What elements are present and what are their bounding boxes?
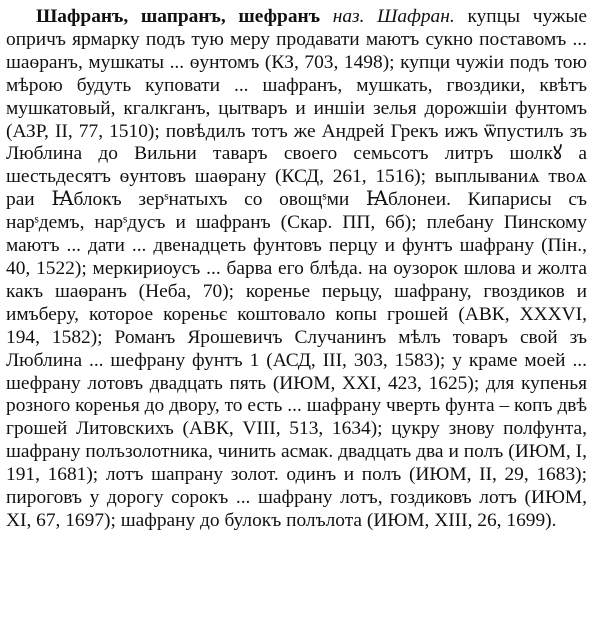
- entry-citations: купцы чужые опричъ ярмарку подъ тую меру продавати маютъ сукно поставомъ ... шаѳранъ, мушкаты ... ѳунтомъ (КЗ, 703, 1498); купци чужіи подъ тою мѣрою будуть куповати ... шафранъ, мушкать, гвоздики, квѣтъ мушкатовый, кгалкганъ, цытваръ и иншіи зелья дорожшіи фунтомъ (АЗР, II, 77, 1510); повѣдилъ тотъ же Андрей Грекъ ижъ ѿпустилъ зъ Люблина до Вильни таваръ своего семьсотъ литръ шолкꙋ а шестьдесятъ ѳунтовъ шаѳрану (КСД, 261, 1516); выплываниѧ твоѧ раи Ꙗблокъ зерˢнатыхъ со овощˢми Ꙗблонеи. Кипарисы съ нарˢдемъ, нарˢдусъ и шафранъ (Скар. ПП, 6б); плебану Пинскому маютъ ... дати ... двенадцеть фунтовъ перцу и фунтъ шафрану (Пін., 40, 1522); меркириоусъ ... барва его блѣда. на оузорок шлова и жолта какъ шаѳранъ (Неба, 70); коренье перьцу, шафрану, гвоздиков и имъберу, которое кореньє коштовало копы грошей (АВК, XXXVI, 194, 1582); Романъ Ярошевичъ Случанинъ мѣлъ товаръ свой зъ Люблина ... шефрану фунтъ 1 (АСД, III, 303, 1583); у краме моей ... шефрану лотовъ двадцать пять (ИЮМ, XXI, 423, 1625); для купенья розного коренья до двору, то есть ... шафрану чверть фунта – копъ двѣ грошей Литовскихъ (АВК, VIII, 513, 1634); цукру знову полфунта, шафрану полъзолотника, чинить асмак. двадцать два и полъ (ИЮМ, I, 191, 1681); лотъ шапрану золот. одинъ и полъ (ИЮМ, II, 29, 1683); пироговъ у дорогу сорокъ ... шафрану лотъ, гоздиковъ лотъ (ИЮМ, XI, 67, 1697); шафрану до булокъ полълота (ИЮМ, XIII, 26, 1699).: [6, 6, 587, 531]
- entry-grammar-note: наз. Шафран.: [332, 6, 455, 27]
- dictionary-entry: [6, 6, 587, 533]
- entry-headword: Шафранъ, шапранъ, шефранъ: [36, 6, 321, 27]
